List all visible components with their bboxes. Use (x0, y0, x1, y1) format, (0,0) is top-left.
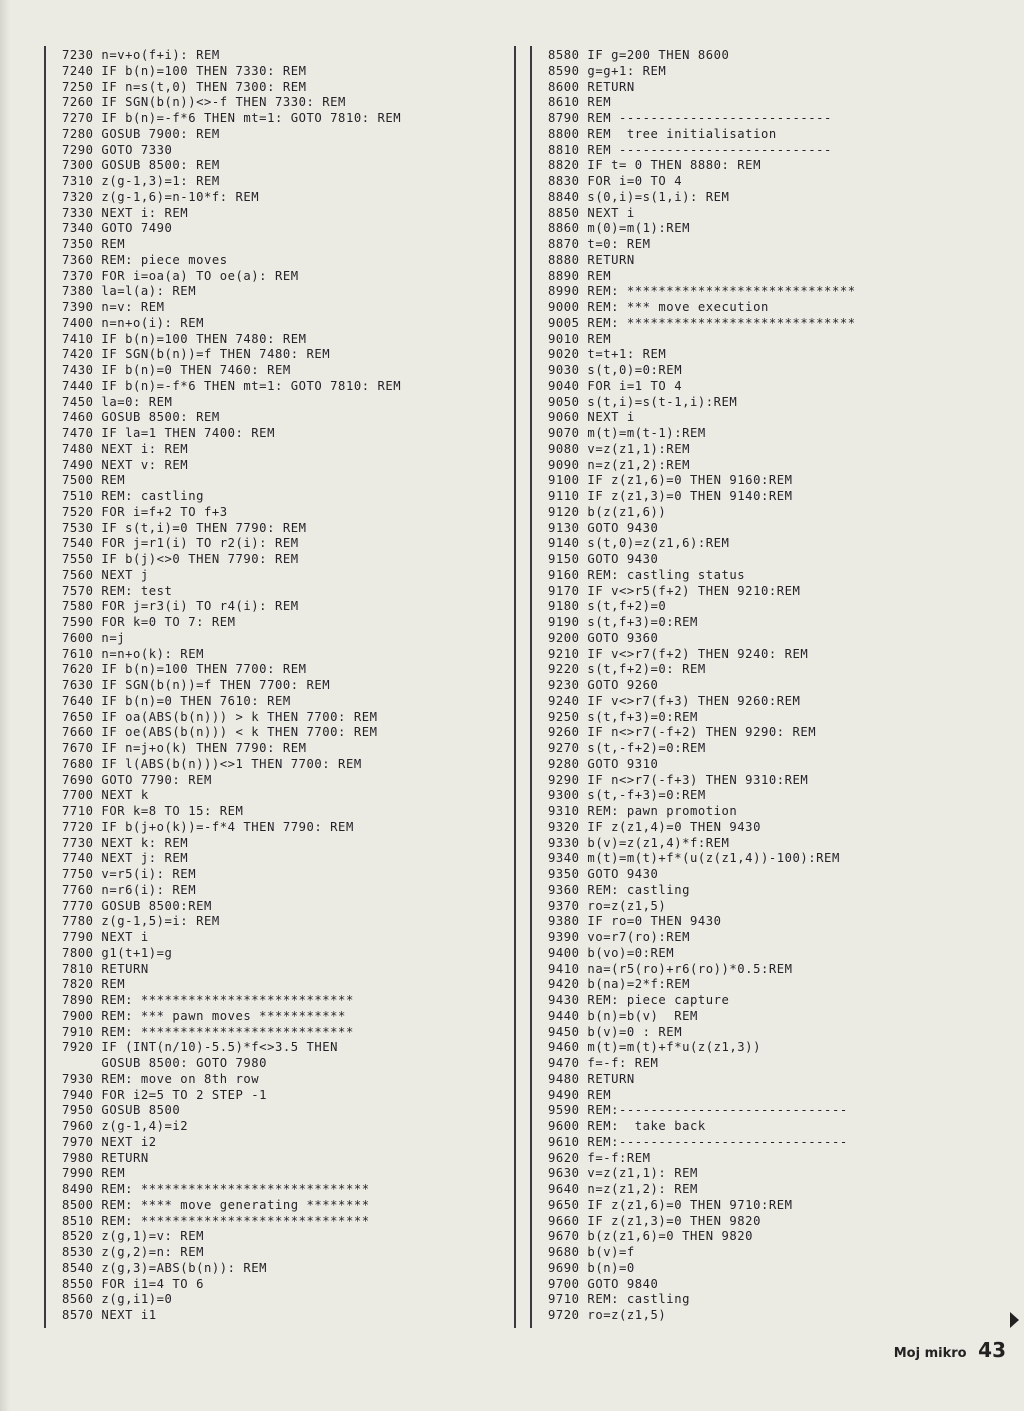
code-line: 7670 IF n=j+o(k) THEN 7790: REM (62, 741, 307, 755)
code-line: 8530 z(g,2)=n: REM (62, 1245, 204, 1259)
code-line: 7420 IF SGN(b(n))=f THEN 7480: REM (62, 347, 331, 362)
center-rule-left (514, 46, 516, 1328)
code-line: 7310 z(g-1,3)=1: REM (62, 174, 220, 188)
code-line: 9110 IF z(z1,3)=0 THEN 9140:REM (548, 489, 793, 503)
code-line: 7470 IF la=1 THEN 7400: REM (62, 426, 275, 440)
code-line: 8580 IF g=200 THEN 8600 (548, 48, 730, 62)
code-line: 9700 GOTO 9840 (548, 1276, 659, 1291)
code-line: 9370 ro=z(z1,5) (548, 898, 667, 913)
code-line: 9350 GOTO 9430 (548, 867, 659, 881)
code-line: 7440 IF b(n)=-f*6 THEN mt=1: GOTO 7810: REM (62, 378, 402, 393)
center-rule-right (530, 46, 532, 1328)
code-line: 9130 GOTO 9430 (548, 520, 659, 535)
code-line: 7560 NEXT j (62, 567, 149, 582)
code-line: 7450 la=0: REM (62, 394, 173, 409)
code-line: 7240 IF b(n)=100 THEN 7330: REM (62, 63, 307, 78)
code-line: 8850 NEXT i (548, 205, 635, 220)
code-line: 9250 s(t,f+3)=0:REM (548, 709, 698, 724)
code-line: 9190 s(t,f+3)=0:REM (548, 615, 698, 629)
code-line: 9460 m(t)=m(t)+f*u(z(z1,3)) (548, 1040, 761, 1055)
code-line: 8860 m(0)=m(1):REM (548, 221, 690, 236)
code-line: 9600 REM: take back (548, 1119, 706, 1133)
code-line: 8500 REM: **** move generating ******** (62, 1197, 370, 1212)
code-line: 7740 NEXT j: REM (62, 851, 189, 866)
code-line: 9005 REM: ***************************** (548, 315, 856, 330)
code-line: 8490 REM: ***************************** (62, 1182, 370, 1196)
code-line: 7970 NEXT i2 (62, 1134, 157, 1149)
code-line: 9080 v=z(z1,1):REM (548, 441, 690, 456)
code-line: 7490 NEXT v: REM (62, 457, 189, 472)
code-line: 9040 FOR i=1 TO 4 (548, 378, 683, 393)
code-line: 9610 REM:----------------------------- (548, 1134, 848, 1149)
code-line: 7330 NEXT i: REM (62, 205, 189, 220)
code-line: 7750 v=r5(i): REM (62, 867, 197, 881)
code-line: 7820 REM (62, 977, 126, 992)
code-line: 7430 IF b(n)=0 THEN 7460: REM (62, 363, 291, 377)
code-line: 7510 REM: castling (62, 489, 204, 503)
code-line: 7910 REM: *************************** (62, 1024, 354, 1039)
code-line: 8840 s(0,i)=s(1,i): REM (548, 189, 730, 204)
code-line: 9240 IF v<>r7(f+3) THEN 9260:REM (548, 693, 801, 708)
code-line: 7920 IF (INT(n/10)-5.5)*f<>3.5 THEN (62, 1040, 339, 1055)
code-line: 7650 IF oa(ABS(b(n))) > k THEN 7700: REM (62, 709, 378, 724)
code-line: 7700 NEXT k (62, 788, 149, 803)
code-line: 9450 b(v)=0 : REM (548, 1024, 683, 1039)
code-line: 9630 v=z(z1,1): REM (548, 1166, 698, 1181)
code-line: 9360 REM: castling (548, 882, 690, 897)
code-line: 8800 REM tree initialisation (548, 126, 777, 141)
code-line: 9090 n=z(z1,2):REM (548, 457, 690, 472)
code-line: 7730 NEXT k: REM (62, 835, 189, 850)
code-line: 9620 f=-f:REM (548, 1150, 651, 1165)
code-line: 9220 s(t,f+2)=0: REM (548, 662, 706, 677)
code-line: 7540 FOR j=r1(i) TO r2(i): REM (62, 536, 299, 551)
code-line: 7930 REM: move on 8th row (62, 1071, 260, 1086)
code-line: 9270 s(t,-f+2)=0:REM (548, 741, 706, 755)
code-line: 9330 b(v)=z(z1,4)*f:REM (548, 835, 730, 850)
code-line: 9120 b(z(z1,6)) (548, 504, 667, 519)
code-line: 7390 n=v: REM (62, 300, 165, 314)
code-line: 9030 s(t,0)=0:REM (548, 363, 683, 377)
code-line: 7460 GOSUB 8500: REM (62, 410, 220, 425)
code-line: 9260 IF n<>r7(-f+2) THEN 9290: REM (548, 725, 817, 740)
code-line: 7940 FOR i2=5 TO 2 STEP -1 (62, 1087, 268, 1102)
continue-arrow-icon (1010, 1312, 1019, 1328)
code-line: 9320 IF z(z1,4)=0 THEN 9430 (548, 819, 761, 834)
code-line: 7770 GOSUB 8500:REM (62, 898, 212, 913)
code-line: 7690 GOTO 7790: REM (62, 772, 212, 787)
code-line: 8570 NEXT i1 (62, 1308, 157, 1322)
code-line: 7370 FOR i=oa(a) TO oe(a): REM (62, 268, 299, 283)
code-line: 9640 n=z(z1,2): REM (548, 1182, 698, 1196)
code-line: 7230 n=v+o(f+i): REM (62, 48, 220, 62)
code-line: 7810 RETURN (62, 961, 149, 976)
code-line: 9480 RETURN (548, 1071, 635, 1086)
listing-column-right (548, 48, 988, 1324)
code-line: 9000 REM: *** move execution (548, 300, 769, 314)
code-line: 8560 z(g,i1)=0 (62, 1292, 173, 1307)
code-line: 9280 GOTO 9310 (548, 756, 659, 771)
code-line: 7300 GOSUB 8500: REM (62, 158, 220, 173)
code-line: 8880 RETURN (548, 252, 635, 267)
code-line: 8600 RETURN (548, 79, 635, 94)
code-line: 9160 REM: castling status (548, 567, 746, 582)
code-line: 9140 s(t,0)=z(z1,6):REM (548, 536, 730, 551)
code-line: 8830 FOR i=0 TO 4 (548, 174, 683, 188)
code-line: 7640 IF b(n)=0 THEN 7610: REM (62, 693, 291, 708)
code-line: 8990 REM: ***************************** (548, 284, 856, 299)
code-line: 9380 IF ro=0 THEN 9430 (548, 914, 722, 929)
page-edge-shadow (0, 0, 10, 1411)
code-line: 8820 IF t= 0 THEN 8880: REM (548, 158, 761, 173)
code-line: 9180 s(t,f+2)=0 (548, 599, 667, 614)
code-line: 7980 RETURN (62, 1150, 149, 1165)
code-line: 7710 FOR k=8 TO 15: REM (62, 804, 244, 818)
code-line: 8540 z(g,3)=ABS(b(n)): REM (62, 1260, 268, 1275)
code-line: 7570 REM: test (62, 583, 173, 598)
code-line: 7800 g1(t+1)=g (62, 945, 173, 960)
code-line: 9470 f=-f: REM (548, 1056, 659, 1070)
code-line: 9410 na=(r5(ro)+r6(ro))*0.5:REM (548, 961, 793, 976)
code-line: 7400 n=n+o(i): REM (62, 315, 204, 330)
code-line: 7360 REM: piece moves (62, 252, 228, 267)
code-line: 7630 IF SGN(b(n))=f THEN 7700: REM (62, 678, 331, 692)
code-line: 9420 b(na)=2*f:REM (548, 977, 690, 992)
code-line: 8520 z(g,1)=v: REM (62, 1229, 204, 1244)
code-line: 7580 FOR j=r3(i) TO r4(i): REM (62, 599, 299, 614)
code-line: 9670 b(z(z1,6)=0 THEN 9820 (548, 1229, 754, 1244)
code-line: 7520 FOR i=f+2 TO f+3 (62, 504, 228, 519)
code-line: 7340 GOTO 7490 (62, 221, 173, 236)
code-line: 8810 REM --------------------------- (548, 142, 832, 157)
code-line: 9310 REM: pawn promotion (548, 804, 738, 818)
code-line: GOSUB 8500: GOTO 7980 (62, 1056, 268, 1070)
code-line: 8610 REM (548, 95, 612, 110)
code-line: 7250 IF n=s(t,0) THEN 7300: REM (62, 79, 307, 94)
code-line: 7780 z(g-1,5)=i: REM (62, 914, 220, 929)
code-line: 7480 NEXT i: REM (62, 441, 189, 456)
code-line: 7720 IF b(j+o(k))=-f*4 THEN 7790: REM (62, 819, 354, 834)
code-line: 7600 n=j (62, 630, 126, 645)
code-line: 7320 z(g-1,6)=n-10*f: REM (62, 189, 260, 204)
code-line: 9490 REM (548, 1087, 612, 1102)
code-line: 7410 IF b(n)=100 THEN 7480: REM (62, 331, 307, 346)
code-line: 9200 GOTO 9360 (548, 630, 659, 645)
code-line: 7280 GOSUB 7900: REM (62, 126, 220, 141)
code-line: 8790 REM --------------------------- (548, 111, 832, 125)
code-line: 9400 b(vo)=0:REM (548, 945, 675, 960)
code-line: 9060 NEXT i (548, 410, 635, 425)
code-line: 9680 b(v)=f (548, 1245, 635, 1259)
code-line: 8550 FOR i1=4 TO 6 (62, 1276, 204, 1291)
code-line: 9440 b(n)=b(v) REM (548, 1008, 698, 1023)
code-line: 7290 GOTO 7330 (62, 142, 173, 157)
code-line: 7960 z(g-1,4)=i2 (62, 1119, 189, 1133)
code-line: 7530 IF s(t,i)=0 THEN 7790: REM (62, 520, 307, 535)
code-line: 9430 REM: piece capture (548, 993, 730, 1007)
magazine-name: Moj mikro (893, 1346, 967, 1361)
code-line: 9690 b(n)=0 (548, 1260, 635, 1275)
page-number: 43 (978, 1338, 1006, 1362)
code-line: 7270 IF b(n)=-f*6 THEN mt=1: GOTO 7810: REM (62, 111, 402, 125)
code-line: 9710 REM: castling (548, 1292, 690, 1307)
code-line: 7380 la=l(a): REM (62, 284, 197, 299)
code-line: 8890 REM (548, 268, 612, 283)
code-line: 9590 REM:----------------------------- (548, 1103, 848, 1118)
code-line: 9100 IF z(z1,6)=0 THEN 9160:REM (548, 473, 793, 488)
code-line: 8590 g=g+1: REM (548, 63, 667, 78)
code-line: 9230 GOTO 9260 (548, 678, 659, 692)
code-line: 9650 IF z(z1,6)=0 THEN 9710:REM (548, 1197, 793, 1212)
code-line: 7620 IF b(n)=100 THEN 7700: REM (62, 662, 307, 677)
code-line: 7590 FOR k=0 TO 7: REM (62, 615, 236, 629)
code-line: 7550 IF b(j)<>0 THEN 7790: REM (62, 552, 299, 566)
code-line: 9010 REM (548, 331, 612, 346)
code-line: 9290 IF n<>r7(-f+3) THEN 9310:REM (548, 772, 809, 787)
code-line: 9390 vo=r7(ro):REM (548, 930, 690, 944)
left-column-rule (44, 46, 46, 1328)
listing-column-left (62, 48, 512, 1324)
code-line: 7350 REM (62, 237, 126, 251)
code-line: 9210 IF v<>r7(f+2) THEN 9240: REM (548, 646, 809, 661)
code-line: 7890 REM: *************************** (62, 993, 354, 1007)
code-line: 8510 REM: ***************************** (62, 1213, 370, 1228)
code-line: 9660 IF z(z1,3)=0 THEN 9820 (548, 1213, 761, 1228)
page-footer (894, 1338, 1006, 1362)
code-line: 9300 s(t,-f+3)=0:REM (548, 788, 706, 803)
code-line: 8870 t=0: REM (548, 237, 651, 251)
code-line: 9070 m(t)=m(t-1):REM (548, 426, 706, 440)
code-line: 9720 ro=z(z1,5) (548, 1308, 667, 1322)
code-line: 7260 IF SGN(b(n))<>-f THEN 7330: REM (62, 95, 346, 110)
code-line: 7990 REM (62, 1166, 126, 1181)
code-line: 9020 t=t+1: REM (548, 347, 667, 362)
code-line: 9050 s(t,i)=s(t-1,i):REM (548, 394, 738, 409)
code-line: 7680 IF l(ABS(b(n)))<>1 THEN 7700: REM (62, 756, 362, 771)
code-line: 9340 m(t)=m(t)+f*(u(z(z1,4))-100):REM (548, 851, 840, 866)
code-line: 9150 GOTO 9430 (548, 552, 659, 566)
code-line: 7500 REM (62, 473, 126, 488)
code-line: 7950 GOSUB 8500 (62, 1103, 181, 1118)
code-line: 7900 REM: *** pawn moves *********** (62, 1008, 346, 1023)
code-line: 7660 IF oe(ABS(b(n))) < k THEN 7700: REM (62, 725, 378, 740)
code-line: 9170 IF v<>r5(f+2) THEN 9210:REM (548, 583, 801, 598)
code-line: 7760 n=r6(i): REM (62, 882, 197, 897)
code-line: 7790 NEXT i (62, 930, 149, 944)
code-line: 7610 n=n+o(k): REM (62, 646, 204, 661)
